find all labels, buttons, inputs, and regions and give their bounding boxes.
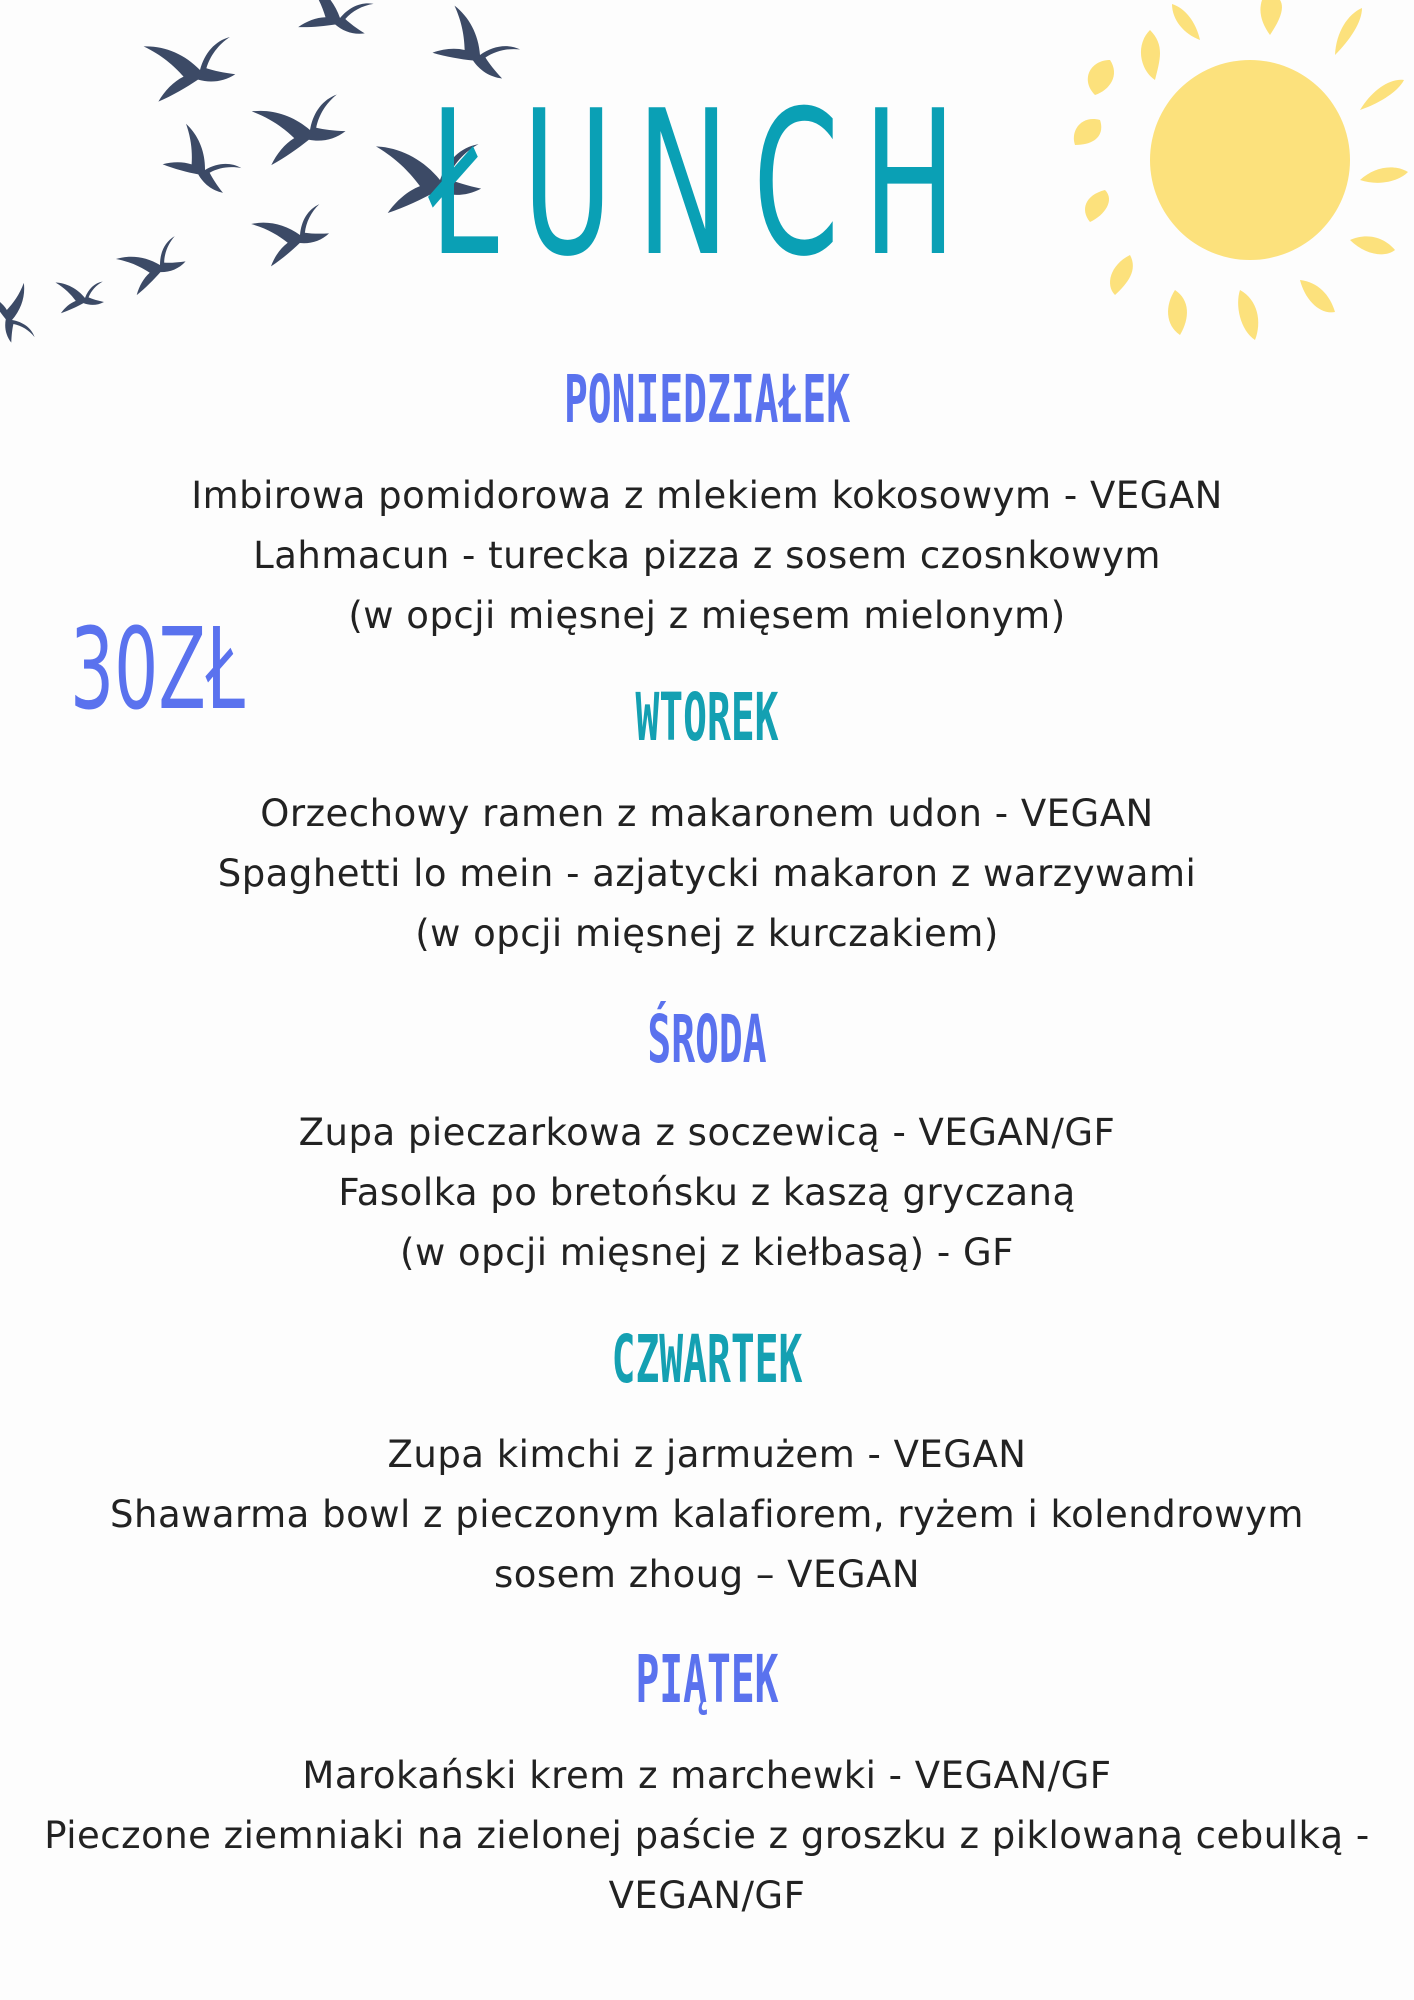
dish-item: Pieczone ziemniaki na zielonej paście z groszku z piklowaną cebulką - [44,1814,1370,1857]
dish-item: (w opcji mięsnej z kiełbasą) - GF [400,1231,1014,1274]
dish-item: sosem zhoug – VEGAN [493,1553,921,1596]
bird-icon [0,283,43,347]
day-heading-wednesday: ŚRODA [647,1001,767,1078]
dish-item: VEGAN/GF [608,1874,806,1917]
bird-icon [144,24,242,101]
dish-item: (w opcji mięsnej z mięsem mielonym) [348,594,1066,637]
dish-item: Zupa kimchi z jarmużem - VEGAN [387,1433,1027,1476]
dish-item: (w opcji mięsnej z kurczakiem) [415,912,999,955]
bird-icon [116,228,191,295]
bird-icon [163,124,247,200]
bird-icon [55,274,107,313]
day-heading-thursday: CZWARTEK [611,1321,803,1398]
day-heading-friday: PIĄTEK [635,1641,779,1718]
dish-item: Marokański krem z marchewki - VEGAN/GF [302,1754,1112,1797]
dish-item: Orzechowy ramen z makaronem udon - VEGAN [260,792,1154,835]
menu-title: ŁUNCH [428,68,980,301]
dish-item: Lahmacun - turecka pizza z sosem czosnkowym [253,534,1161,577]
day-heading-monday: PONIEDZIAŁEK [563,361,851,438]
price-label: 30ZŁ [70,605,245,735]
bird-icon [298,0,375,39]
dish-item: Shawarma bowl z pieczonym kalafiorem, ryżem i kolendrowym [110,1493,1304,1536]
dish-item: Zupa pieczarkowa z soczewicą - VEGAN/GF [298,1111,1116,1154]
day-heading-tuesday: WTOREK [635,679,779,756]
dish-item: Imbirowa pomidorowa z mlekiem kokosowym - VEGAN [191,474,1223,517]
dish-item: Fasolka po bretońsku z kaszą gryczaną [338,1171,1076,1214]
dish-item: Spaghetti lo mein - azjatycki makaron z warzywami [217,852,1197,895]
